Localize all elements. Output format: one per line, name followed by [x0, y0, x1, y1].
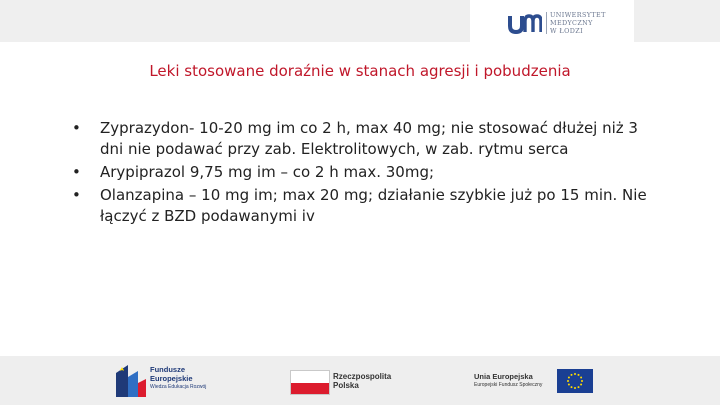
unia-europejska-text — [474, 372, 542, 390]
bullet-text: Zyprazydon- 10-20 mg im co 2 h, max 40 mg; nie stosować dłużej niż 3 dni nie podawać przy zab. Elektrolitowych, w zab. rytmu serca — [100, 119, 638, 158]
bullet-item — [72, 162, 662, 183]
fundusze-europejskie-logo-icon — [116, 363, 146, 397]
rp-line-2: Polska — [333, 381, 359, 390]
bullet-dot: • — [72, 163, 81, 181]
bullet-dot: • — [72, 186, 81, 204]
bullet-dot: • — [72, 119, 81, 137]
polish-flag-icon — [290, 370, 330, 395]
university-name-line-1: UNIWERSYTET — [550, 11, 606, 19]
fundusze-europejskie-text — [150, 366, 206, 392]
eu-title: Unia Europejska — [474, 372, 533, 381]
university-name-line-3: W ŁODZI — [550, 27, 584, 35]
bullet-text: Arypiprazol 9,75 mg im – co 2 h max. 30mg; — [100, 163, 435, 181]
logo-divider — [546, 12, 547, 34]
eu-flag-icon — [557, 369, 593, 393]
funds-title-line-2: Europejskie — [150, 373, 193, 383]
rzeczpospolita-polska-text — [333, 372, 391, 390]
eu-subtitle: Europejski Fundusz Społeczny — [474, 382, 543, 388]
bullet-text: Olanzapina – 10 mg im; max 20 mg; działanie szybkie już po 15 min. Nie łączyć z BZD podawanymi iv — [100, 186, 647, 225]
um-logo-icon — [508, 12, 542, 34]
university-name-line-2: MEDYCZNY — [550, 19, 593, 27]
bullet-item — [72, 118, 662, 160]
funds-subtitle: Wiedza Edukacja Rozwój — [150, 384, 207, 390]
university-name — [550, 11, 606, 35]
bullet-item — [72, 185, 662, 227]
funds-title-line-1: Fundusze — [150, 365, 185, 374]
rp-line-1: Rzeczpospolita — [333, 372, 392, 381]
slide-title: Leki stosowane doraźnie w stanach agresji i pobudzenia — [149, 62, 571, 80]
bullet-list — [72, 118, 662, 229]
